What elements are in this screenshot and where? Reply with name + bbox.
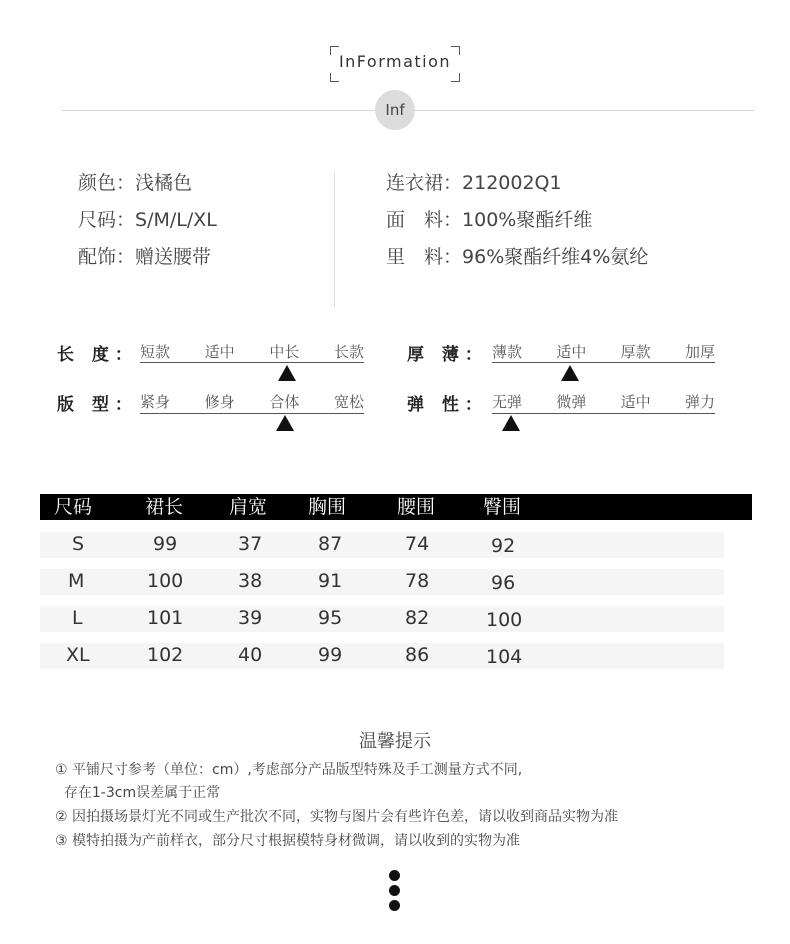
scale-line — [140, 362, 364, 363]
table-cell: 87 — [318, 533, 343, 555]
scale-option: 紧身 — [140, 393, 171, 411]
table-cell: 91 — [318, 570, 343, 592]
scale-indicator-icon — [502, 415, 520, 431]
table-cell: 78 — [405, 570, 430, 592]
scale-label-thickness: 厚 薄： — [407, 345, 488, 365]
scale-option: 适中 — [620, 393, 651, 411]
table-row — [40, 532, 724, 558]
scale-option: 宽松 — [333, 393, 364, 411]
scale-option: 中长 — [269, 343, 300, 361]
table-cell: M — [68, 570, 85, 592]
table-cell: S — [72, 533, 85, 555]
scale-label-fit: 版 型： — [57, 395, 138, 415]
note-line: ② 因拍摄场景灯光不同或生产批次不同，实物与图片会有些许色差，请以收到商品实物为准 — [55, 809, 618, 825]
table-cell: L — [72, 607, 83, 629]
table-header-cell: 尺码 — [54, 496, 93, 518]
scale-options-fit — [140, 391, 364, 412]
table-cell: 100 — [486, 609, 523, 631]
table-cell: 82 — [405, 607, 430, 629]
table-cell: 40 — [238, 644, 263, 666]
table-row — [40, 643, 724, 669]
table-cell: 101 — [147, 607, 184, 629]
scale-option: 长款 — [333, 343, 364, 361]
info-label: 颜色： — [78, 172, 136, 194]
scale-options-thickness — [492, 341, 715, 362]
table-header-cell: 臀围 — [483, 496, 522, 518]
inf-badge: Inf — [375, 90, 415, 130]
scale-line — [492, 413, 715, 414]
info-label: 面 料： — [386, 209, 463, 231]
info-value: 96%聚酯纤维4%氨纶 — [462, 246, 649, 268]
table-cell: 86 — [405, 644, 430, 666]
note-line: 存在1-3cm误差属于正常 — [55, 785, 221, 801]
table-cell: 96 — [491, 572, 516, 594]
scale-option: 薄款 — [492, 343, 523, 361]
scale-indicator-icon — [278, 365, 296, 381]
info-divider — [334, 172, 335, 307]
table-cell: XL — [66, 644, 90, 666]
info-value: 100%聚酯纤维 — [462, 209, 593, 231]
info-label: 里 料： — [386, 246, 463, 268]
notes-title: 温馨提示 — [359, 731, 431, 752]
table-row — [40, 606, 724, 632]
info-color — [78, 168, 192, 195]
table-cell: 99 — [318, 644, 343, 666]
scale-option: 微弹 — [556, 393, 587, 411]
note-line: ③ 模特拍摄为产前样衣，部分尺寸根据模特身材微调，请以收到的实物为准 — [55, 833, 520, 849]
more-dot-icon — [389, 870, 400, 881]
info-accessory — [78, 242, 211, 269]
scale-option: 合体 — [269, 393, 300, 411]
note-line: ① 平铺尺寸参考（单位：cm）,考虑部分产品版型特殊及手工测量方式不同, — [55, 762, 523, 778]
scale-options-length — [140, 341, 364, 362]
scale-option: 弹力 — [684, 393, 715, 411]
table-header-cell: 肩宽 — [229, 496, 268, 518]
info-label: 连衣裙： — [386, 172, 463, 194]
scale-option: 短款 — [140, 343, 171, 361]
corner-mark — [451, 73, 460, 82]
info-value: S/M/L/XL — [135, 209, 217, 231]
scale-label-length: 长 度： — [57, 345, 138, 365]
scale-options-elasticity — [492, 391, 715, 412]
more-dot-icon — [389, 900, 400, 911]
scale-option: 适中 — [204, 343, 235, 361]
table-row — [40, 569, 724, 595]
table-cell: 102 — [147, 644, 184, 666]
scale-line — [140, 413, 364, 414]
info-item-code — [386, 168, 562, 195]
more-dot-icon — [389, 885, 400, 896]
scale-line — [492, 362, 715, 363]
corner-mark — [330, 73, 339, 82]
scale-indicator-icon — [561, 365, 579, 381]
table-cell: 39 — [238, 607, 263, 629]
info-label: 配饰： — [78, 246, 136, 268]
section-title: InFormation — [338, 52, 452, 71]
scale-option: 加厚 — [684, 343, 715, 361]
table-cell: 38 — [238, 570, 263, 592]
table-cell: 74 — [405, 533, 430, 555]
table-header-cell: 腰围 — [397, 496, 436, 518]
table-cell: 104 — [486, 646, 523, 668]
info-value: 浅橘色 — [135, 172, 193, 194]
table-header-cell: 裙长 — [145, 496, 184, 518]
table-cell: 99 — [153, 533, 178, 555]
table-cell: 37 — [238, 533, 263, 555]
info-value: 212002Q1 — [462, 172, 562, 194]
table-cell: 95 — [318, 607, 343, 629]
info-value: 赠送腰带 — [135, 246, 212, 268]
scale-option: 修身 — [204, 393, 235, 411]
info-lining — [386, 242, 648, 269]
scale-option: 厚款 — [620, 343, 651, 361]
info-label: 尺码： — [78, 209, 136, 231]
table-header-cell: 胸围 — [308, 496, 347, 518]
information-frame — [330, 46, 460, 82]
info-fabric — [386, 205, 592, 232]
table-cell: 100 — [147, 570, 184, 592]
info-size — [78, 205, 217, 232]
scale-option: 适中 — [556, 343, 587, 361]
table-cell: 92 — [491, 535, 516, 557]
scale-label-elasticity: 弹 性： — [407, 395, 488, 415]
scale-indicator-icon — [276, 415, 294, 431]
scale-option: 无弹 — [492, 393, 523, 411]
